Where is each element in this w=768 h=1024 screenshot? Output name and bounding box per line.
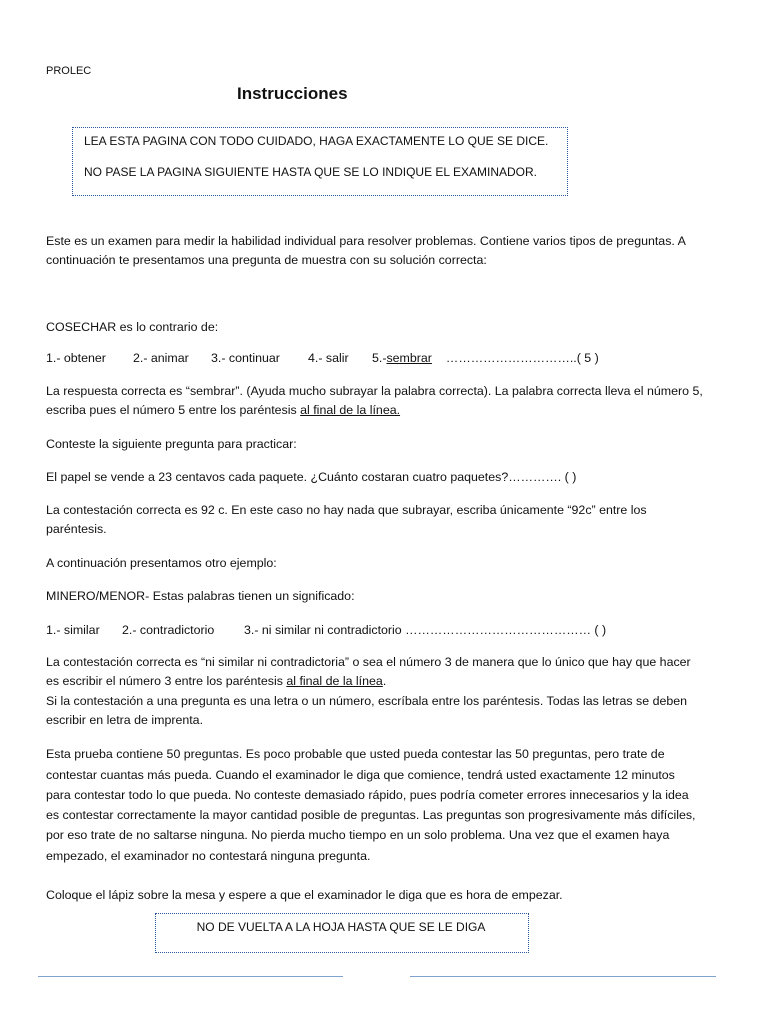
explanation2-line-4: escribir en letra de imprenta. (46, 713, 204, 727)
closing-box-text: NO DE VUELTA A LA HOJA HASTA QUE SE LE DIGA (196, 920, 486, 934)
explanation2-underlined: al final de la línea (286, 674, 383, 688)
explanation2-line-2-suffix: . (382, 674, 387, 688)
practice-answer-line-2: paréntesis. (46, 522, 107, 536)
intro-line-2: continuación te presentamos una pregunta de muestra con su solución correcta: (46, 253, 487, 267)
explanation1-line-2-text: escriba pues el número 5 entre los paréntesis (46, 403, 301, 417)
example2-option-3: 3.- ni similar ni contradictorio ……………………………………… ( ) (244, 623, 607, 637)
example1-question: COSECHAR es lo contrario de: (46, 320, 219, 334)
notice-line-2: NO PASE LA PAGINA SIGUIENTE HASTA QUE SE LO INDIQUE EL EXAMINADOR. (84, 165, 538, 179)
rules-line-3: para contestar todo lo que pueda. No conteste demasiado rápido, pues podría cometer errores innecesarios y la idea (46, 788, 689, 802)
notice-line-1: LEA ESTA PAGINA CON TODO CUIDADO, HAGA EXACTAMENTE LO QUE SE DICE. (84, 134, 549, 148)
explanation2-line-2 (46, 672, 726, 690)
example2-intro: A continuación presentamos otro ejemplo: (46, 556, 277, 570)
explanation2-line-2-text: es escribir el número 3 entre los paréntesis (46, 674, 287, 688)
header-label: PROLEC (46, 65, 92, 77)
example1-options (46, 349, 726, 367)
intro-line-1: Este es un examen para medir la habilidad individual para resolver problemas. Contiene varios tipos de preguntas. A (46, 234, 686, 248)
rules-line-5: por eso trate de no saltarse ninguna. No pierda mucho tiempo en un solo problema. Una vez que el examen haya (46, 828, 670, 842)
explanation1-underlined: al final de la línea. (300, 403, 401, 417)
rules-line-6: empezado, el examinador no contestará ninguna pregunta. (46, 849, 371, 863)
closing-line: Coloque el lápiz sobre la mesa y espere a que el examinador le diga que es hora de empezar. (46, 888, 563, 902)
example1-answer-tail: …………………………..( 5 ) (445, 351, 599, 365)
practice-answer-line-1: La contestación correcta es 92 c. En este caso no hay nada que subrayar, escriba únicamente “92c” entre los (46, 503, 647, 517)
rules-line-4: es contestar correctamente la mayor cantidad posible de preguntas. Las preguntas son progresivamente más difíciles, (46, 808, 696, 822)
explanation2-line-3: Si la contestación a una pregunta es una letra o un número, escríbala entre los paréntesis. Todas las letras se deben (46, 694, 688, 708)
example1-option-1: 1.- obtener (46, 351, 106, 365)
explanation2-line-1: La contestación correcta es “ni similar ni contradictoria” o sea el número 3 de manera que lo único que hay que hacer (46, 655, 691, 669)
example2-question: MINERO/MENOR- Estas palabras tienen un significado: (46, 589, 355, 603)
practice-intro: Conteste la siguiente pregunta para practicar: (46, 437, 297, 451)
example2-option-2: 2.- contradictorio (122, 623, 215, 637)
rules-line-2: contestar cuantas más pueda. Cuando el examinador le diga que comience, tendrá usted exactamente 12 minutos (46, 768, 675, 782)
example1-answer-word: sembrar (386, 351, 432, 365)
example1-option-5: 5.- (372, 351, 387, 365)
page-title: Instrucciones (237, 84, 348, 103)
footer-line-right (410, 976, 716, 977)
example1-option-4: 4.- salir (308, 351, 349, 365)
example2-option-1: 1.- similar (46, 623, 100, 637)
explanation1-line-2 (46, 401, 726, 419)
example2-options (46, 621, 726, 639)
example1-option-2: 2.- animar (133, 351, 189, 365)
explanation1-line-1: La respuesta correcta es “sembrar”. (Ayuda mucho subrayar la palabra correcta). La palabra correcta lleva el número 5, (46, 384, 703, 398)
rules-line-1: Esta prueba contiene 50 preguntas. Es poco probable que usted pueda contestar las 50 preguntas, pero trate de (46, 747, 665, 761)
practice-question: El papel se vende a 23 centavos cada paquete. ¿Cuánto costaran cuatro paquetes?…………. ( ) (46, 470, 577, 484)
footer-line-left (38, 976, 343, 977)
example1-option-3: 3.- continuar (211, 351, 280, 365)
